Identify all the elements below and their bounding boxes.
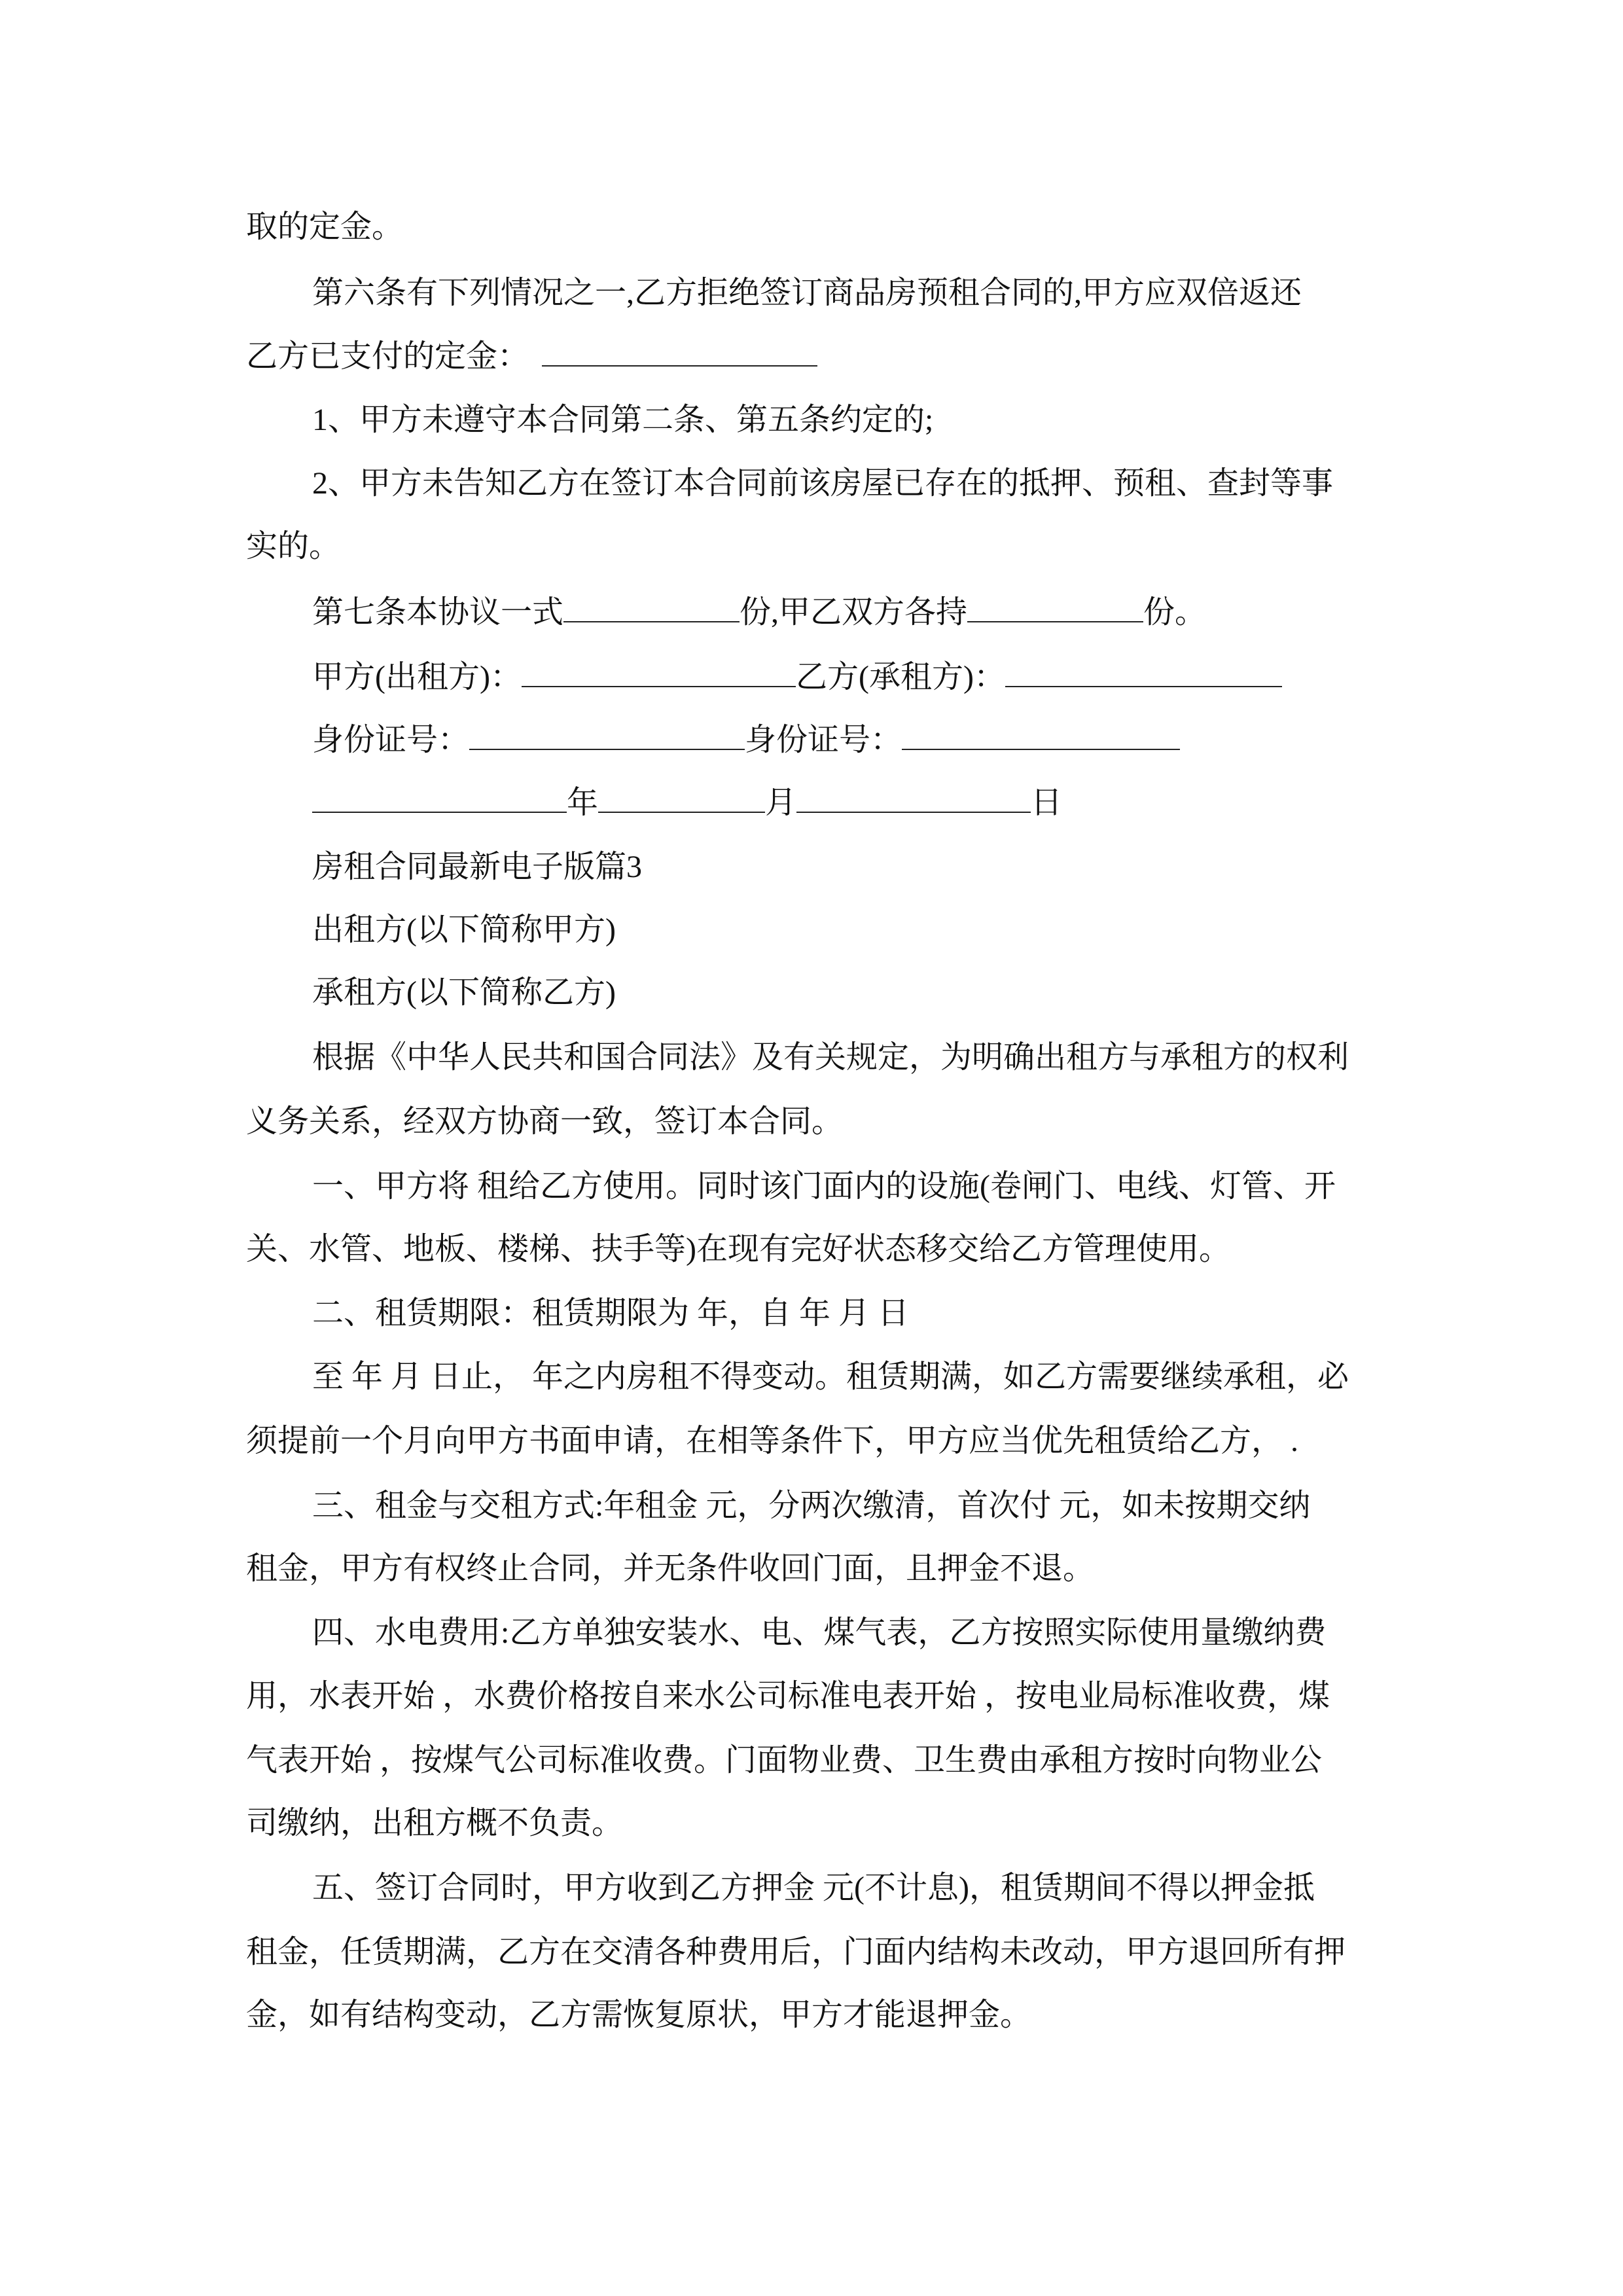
deposit-blank <box>542 336 817 367</box>
clause-three: 三、租金与交租方式:年租金 元，分两次缴清，首次付 元，如未按期交纳 <box>312 1488 1311 1523</box>
copies-blank <box>563 592 740 622</box>
each-holds-label: 份,甲乙双方各持 <box>740 595 968 630</box>
signature-ids <box>312 720 1180 759</box>
lessee-id-label: 身份证号： <box>745 723 902 757</box>
lessee-id-blank <box>902 720 1180 750</box>
day-blank <box>796 783 1031 813</box>
lessee-line: 承租方(以下简称乙方) <box>312 975 616 1010</box>
item-two-cont: 实的。 <box>246 529 341 564</box>
lessor-line: 出租方(以下简称甲方) <box>312 912 616 947</box>
article-seven <box>312 592 1206 632</box>
clause-four: 用，水表开始 ，水费价格按自来水公司标准电表开始 ，按电业局标准收费，煤 <box>246 1679 1330 1713</box>
clause-four: 司缴纳，出租方概不负责。 <box>246 1806 624 1840</box>
lessee-sign-blank <box>1005 657 1282 687</box>
signature-date <box>312 783 1062 822</box>
section-heading: 房租合同最新电子版篇3 <box>312 850 643 884</box>
month-label: 月 <box>765 785 797 820</box>
day-label: 日 <box>1031 785 1063 820</box>
article-six-deposit-line <box>246 336 817 376</box>
clause-two: 至 年 月 日止， 年之内房租不得变动。租赁期满，如乙方需要继续承租，必 <box>312 1359 1349 1394</box>
deposit-label: 乙方已支付的定金： <box>246 339 529 374</box>
lessor-sign-blank <box>522 657 796 687</box>
item-two: 2、甲方未告知乙方在签订本合同前该房屋已存在的抵押、预租、查封等事 <box>312 466 1334 501</box>
lessor-id-blank <box>469 720 745 750</box>
clause-four: 四、水电费用:乙方单独安装水、电、煤气表，乙方按照实际使用量缴纳费 <box>312 1615 1327 1650</box>
copies-label: 第七条本协议一式 <box>312 595 564 630</box>
clause-two: 须提前一个月向甲方书面申请，在相等条件下，甲方应当优先租赁给乙方， . <box>246 1424 1299 1458</box>
signature-parties <box>312 657 1282 696</box>
lessor-sign-label: 甲方(出租方)： <box>312 660 522 694</box>
each-holds-blank <box>967 592 1143 622</box>
item-one: 1、甲方未遵守本合同第二条、第五条约定的; <box>312 403 934 437</box>
clause-five: 金，如有结构变动，乙方需恢复原状，甲方才能退押金。 <box>246 1998 1032 2032</box>
lessor-id-label: 身份证号： <box>312 723 470 757</box>
intro-line: 根据《中华人民共和国合同法》及有关规定，为明确出租方与承租方的权利 <box>312 1040 1349 1075</box>
clause-four: 气表开始 ，按煤气公司标准收费。门面物业费、卫生费由承租方按时向物业公 <box>246 1743 1323 1778</box>
intro-line: 义务关系，经双方协商一致，签订本合同。 <box>246 1104 844 1139</box>
clause-five: 五、签订合同时，甲方收到乙方押金 元(不计息)，租赁期间不得以押金抵 <box>312 1871 1315 1905</box>
clause-five: 租金，任赁期满，乙方在交清各种费用后，门面内结构未改动，甲方退回所有押 <box>246 1935 1346 1969</box>
year-blank <box>312 783 567 813</box>
clause-one: 一、甲方将 租给乙方使用。同时该门面内的设施(卷闸门、电线、灯管、开 <box>312 1169 1336 1204</box>
clause-two: 二、租赁期限：租赁期限为 年，自 年 月 日 <box>312 1296 910 1331</box>
copies-suffix: 份。 <box>1143 595 1207 630</box>
lessee-sign-label: 乙方(承租方)： <box>795 660 1005 694</box>
paragraph-line: 取的定金。 <box>246 209 404 244</box>
clause-one: 关、水管、地板、楼梯、扶手等)在现有完好状态移交给乙方管理使用。 <box>246 1232 1230 1266</box>
year-label: 年 <box>567 785 599 820</box>
clause-three: 租金，甲方有权终止合同，并无条件收回门面，且押金不退。 <box>246 1551 1095 1586</box>
month-blank <box>598 783 765 813</box>
article-six-line: 第六条有下列情况之一,乙方拒绝签订商品房预租合同的,甲方应双倍返还 <box>312 276 1302 310</box>
